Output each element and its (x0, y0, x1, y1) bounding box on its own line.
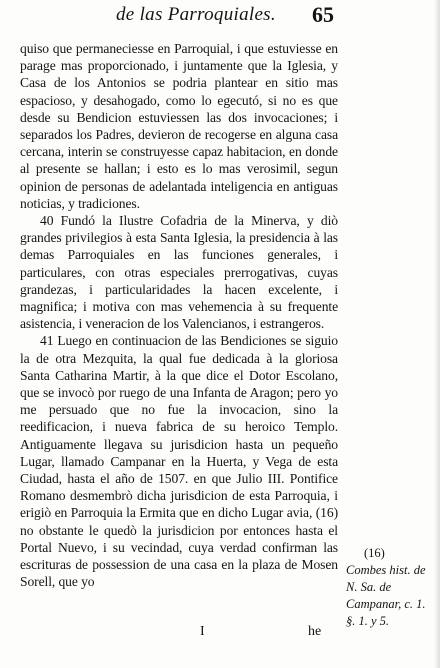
paragraph-continuation: quiso que permaneciesse en Parroquial, i que estuviesse en parage mas proporcionado, i juntamente que la Iglesia, y Casa de los Antonios se podria plantear en sitio mas espacioso, y desahogado, como lo egecutó, si no es que desde su Bendicion estuviessen las dos invocaciones; i separados los Padres, devieron de recogerse en alguna casa cercana, interin se construyesse capaz habitacion, en donde al presente se hallan; i esto es lo mas verosimil, segun opinion de personas de adelantada inteligencia en antiguas noticias, y tradiciones. (20, 41, 338, 211)
paragraph-41: 41 Luego en continuacion de las Bendiciones se siguio la de otra Mezquita, la qual fue dedicada à la gloriosa Santa Catharina Martir, à la que dice el Dotor Escolano, que se invocò por ruego de una Infanta de Aragon; pero yo me persuado que no fue la invocacion, sino la reedificacion, i nueva fabrica de su heroico Templo. Antiguamente llegava su jurisdicion hasta un pequeño Lugar, llamado Campanar en la Huerta, y Vega de esta Ciudad, hasta el año de 1507. en que Julio III. Pontifice Romano desmembrò dicha jurisdicion de esta Parroquia, i erigiò en Parroquia la Ermita que en dicho Lugar avia, (16) no obstante le quedò la jurisdicion por entonces hasta el Portal Nuevo, i su vecindad, cuya verdad confirman las escrituras de possession de una casa en la plaza de Mosen Sorell, que yo (20, 333, 338, 590)
page-number: 65 (312, 2, 334, 27)
marginal-note (346, 545, 436, 630)
signature-mark: I (200, 624, 205, 639)
marginal-note-number: (16) (364, 546, 385, 560)
page-footer (0, 624, 440, 648)
catchword: he (308, 624, 322, 639)
main-text (20, 40, 338, 591)
paragraph-40: 40 Fundó la Ilustre Cofadria de la Minerva, y diò grandes privilegios à esta Santa Iglesia, la presidencia à las demas Parroquiales en las funciones generales, i particulares, con otras especiales prerrogativas, cuyas grandezas, i particularidades la hacen excelente, i magnifica; i motiva con mas vehemencia à su frequente asistencia, i veneracion de los Valencianos, i estrangeros. (20, 213, 338, 332)
running-title: de las Parroquiales. (116, 4, 276, 25)
marginal-note-text: Combes hist. de N. Sa. de Campanar, c. 1. §. 1. y 5. (346, 563, 426, 628)
page-edge-shadow (434, 0, 440, 668)
running-head (0, 2, 440, 28)
